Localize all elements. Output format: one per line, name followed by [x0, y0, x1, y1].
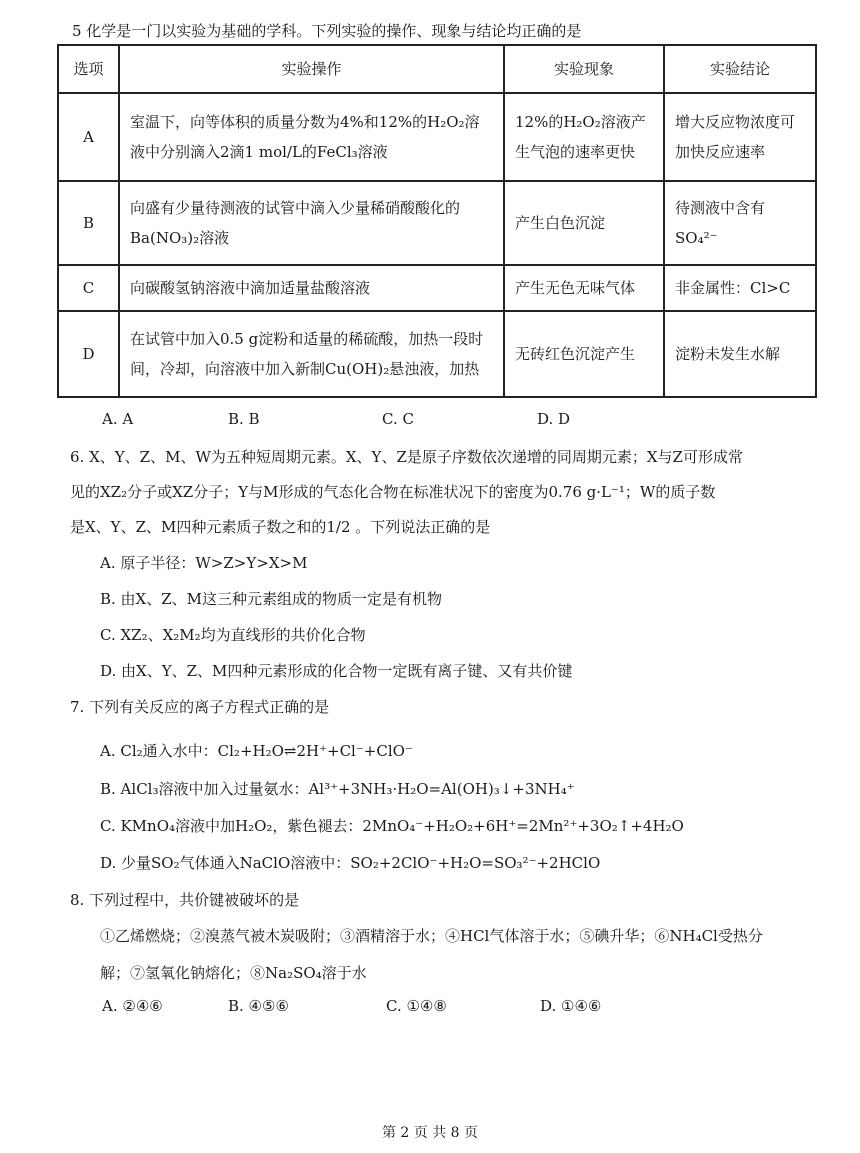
row-option: C	[58, 265, 119, 311]
header-operation: 实验操作	[119, 45, 504, 93]
q7-choice-c: C. KMnO₄溶液中加H₂O₂，紫色褪去：2MnO₄⁻+H₂O₂+6H⁺=2Mn²⁺+3O₂↑+4H₂O	[100, 817, 684, 835]
q5-choice-b: B. B	[228, 410, 260, 428]
q7-choice-a: A. Cl₂通入水中：Cl₂+H₂O⇌2H⁺+Cl⁻+ClO⁻	[100, 742, 413, 760]
row-operation: 室温下，向等体积的质量分数为4%和12%的H₂O₂溶液中分别滴入2滴1 mol/L的FeCl₃溶液	[119, 93, 504, 181]
row-conclusion: 淀粉未发生水解	[664, 311, 816, 397]
q8-choice-c: C. ①④⑧	[386, 997, 447, 1015]
table-row	[58, 265, 816, 311]
q7-choice-d: D. 少量SO₂气体通入NaClO溶液中：SO₂+2ClO⁻+H₂O=SO₃²⁻+2HClO	[100, 854, 601, 872]
row-option: A	[58, 93, 119, 181]
row-phenomenon: 无砖红色沉淀产生	[504, 311, 664, 397]
row-option: D	[58, 311, 119, 397]
q8-stem: 8. 下列过程中，共价键被破坏的是	[70, 891, 300, 909]
q5-choice-c: C. C	[382, 410, 414, 428]
table-header-row	[58, 45, 816, 93]
header-option: 选项	[58, 45, 119, 93]
header-conclusion: 实验结论	[664, 45, 816, 93]
row-conclusion: 增大反应物浓度可加快反应速率	[664, 93, 816, 181]
row-phenomenon: 产生白色沉淀	[504, 181, 664, 265]
row-operation: 向盛有少量待测液的试管中滴入少量稀硝酸酸化的Ba(NO₃)₂溶液	[119, 181, 504, 265]
header-phenomenon: 实验现象	[504, 45, 664, 93]
experiment-table	[57, 44, 817, 398]
q6-choice-c: C. XZ₂、X₂M₂均为直线形的共价化合物	[100, 626, 366, 644]
row-phenomenon: 产生无色无味气体	[504, 265, 664, 311]
row-operation: 向碳酸氢钠溶液中滴加适量盐酸溶液	[119, 265, 504, 311]
q6-stem-line-3: 是X、Y、Z、M四种元素质子数之和的1/2 。下列说法正确的是	[70, 518, 491, 536]
row-operation: 在试管中加入0.5 g淀粉和适量的稀硫酸，加热一段时间，冷却，向溶液中加入新制Cu(OH)₂悬浊液，加热	[119, 311, 504, 397]
q8-choice-a: A. ②④⑥	[102, 997, 163, 1015]
table-row	[58, 311, 816, 397]
table-row	[58, 181, 816, 265]
q8-items-line-1: ①乙烯燃烧；②溴蒸气被木炭吸附；③酒精溶于水；④HCl气体溶于水；⑤碘升华；⑥NH₄Cl受热分	[100, 927, 763, 945]
table-row	[58, 93, 816, 181]
q8-items-line-2: 解；⑦氢氧化钠熔化；⑧Na₂SO₄溶于水	[100, 964, 367, 982]
q6-stem-line-2: 见的XZ₂分子或XZ分子；Y与M形成的气态化合物在标准状况下的密度为0.76 g·L⁻¹；W的质子数	[70, 483, 716, 501]
q8-choice-b: B. ④⑤⑥	[228, 997, 289, 1015]
q6-stem-line-1: 6. X、Y、Z、M、W为五种短周期元素。X、Y、Z是原子序数依次递增的同周期元素；X与Z可形成常	[70, 448, 743, 466]
q6-choice-d: D. 由X、Y、Z、M四种元素形成的化合物一定既有离子键、又有共价键	[100, 662, 573, 680]
row-conclusion: 待测液中含有SO₄²⁻	[664, 181, 816, 265]
row-phenomenon: 12%的H₂O₂溶液产生气泡的速率更快	[504, 93, 664, 181]
row-option: B	[58, 181, 119, 265]
q5-choice-d: D. D	[537, 410, 571, 428]
page-footer: 第 2 页 共 8 页	[381, 1125, 479, 1141]
q6-choice-b: B. 由X、Z、M这三种元素组成的物质一定是有机物	[100, 590, 443, 608]
q8-choice-d: D. ①④⑥	[540, 997, 602, 1015]
q6-choice-a: A. 原子半径：W>Z>Y>X>M	[100, 554, 308, 572]
q5-stem: 5 化学是一门以实验为基础的学科。下列实验的操作、现象与结论均正确的是	[72, 22, 582, 40]
q5-choice-a: A. A	[102, 410, 134, 428]
q7-stem: 7. 下列有关反应的离子方程式正确的是	[70, 698, 330, 716]
q7-choice-b: B. AlCl₃溶液中加入过量氨水：Al³⁺+3NH₃·H₂O=Al(OH)₃↓+3NH₄⁺	[100, 780, 575, 798]
row-conclusion: 非金属性：Cl>C	[664, 265, 816, 311]
